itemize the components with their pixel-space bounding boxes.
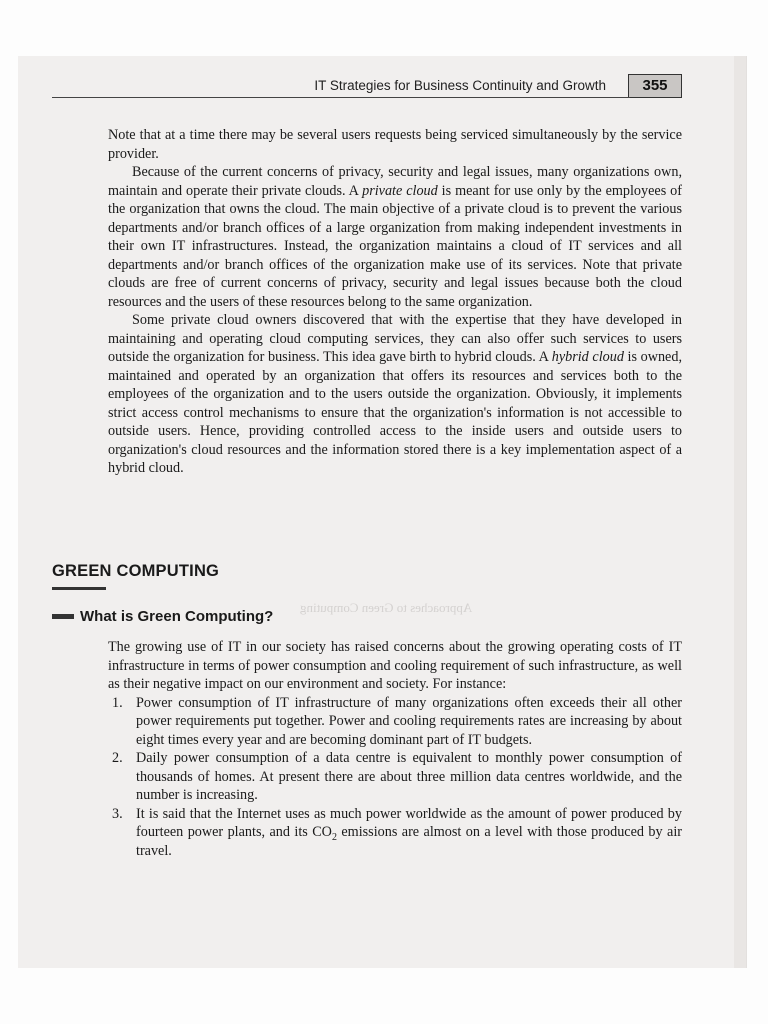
show-through-text: Approaches to Green Computing xyxy=(300,600,473,615)
list-item-number: 1. xyxy=(112,694,123,711)
section-heading-rule xyxy=(52,587,106,590)
subheading-bar-icon xyxy=(52,614,74,619)
header-rule xyxy=(52,97,630,98)
paragraph-private-cloud xyxy=(108,163,682,311)
list-item-text: Power consumption of IT infrastructure of many organizations often exceeds their all other power requirements put together. Power and cooling requirements rates are increasing by about eight times every year and are becoming dominant part of IT budgets. xyxy=(136,694,682,748)
list-item-number: 2. xyxy=(112,750,123,766)
section-heading-green-computing: GREEN COMPUTING xyxy=(52,562,220,580)
private-cloud-term: private cloud xyxy=(362,182,438,199)
private-cloud-text-b: is meant for use only by the employees of the organization that owns the cloud. The main objective of a private cloud is to prevent the various departments and/or branch offices of a large organization from making independent investments in their own IT infrastructures. Instead, the organization maintains a cloud of IT services and all departments and/or branch offices of the organization make use of its services. Note that private clouds are free of current concerns of privacy, security and legal issues because both the cloud resources and the users of these resources belong to the same organization. xyxy=(108,182,682,310)
list-item xyxy=(108,805,682,861)
hybrid-cloud-text-a: Some private cloud owners discovered that with the expertise that they have developed in maintaining and operating cloud computing services, they can also offer such services to users outside the organization for business. This idea gave birth to hybrid clouds. A xyxy=(108,312,682,365)
list-item-text: Daily power consumption of a data centre is equivalent to monthly power consumption of thousands of homes. At present there are about three million data centres worldwide, and the number is increasing. xyxy=(136,750,682,803)
concerns-list xyxy=(108,694,682,861)
list-item-text xyxy=(136,806,682,859)
co2-subscript: 2 xyxy=(331,831,337,843)
subheading-what-is-green-computing xyxy=(52,608,273,625)
paragraph-hybrid-cloud xyxy=(108,311,682,478)
running-header xyxy=(52,76,682,98)
private-cloud-text-a: Because of the current concerns of privacy, security and legal issues, many organizations own, maintain and operate their private clouds. A xyxy=(108,164,682,199)
list-item xyxy=(108,694,682,750)
hybrid-cloud-text-b: is owned, maintained and operated by an organization that offers its resources and services both to the employees of the organization and to the users outside the organization. Obviously, it implements strict access control mechanisms to ensure that the organization's information is not accessible to outside users. Hence, providing controlled access to the inside users and outside users to organization's cloud resources and the information stored there is a key implementation aspect of a hybrid cloud. xyxy=(108,349,682,476)
page-number: 355 xyxy=(628,74,682,98)
cloud-section-text xyxy=(108,126,682,478)
list-item-number: 3. xyxy=(112,805,123,822)
paragraph-service-provider: Note that at a time there may be several users requests being serviced simultaneously by the service provider. xyxy=(108,127,682,162)
list-item-text-b: emissions are almost on a level with those produced by air travel. xyxy=(136,824,682,859)
list-item-text-a: It is said that the Internet uses as much power worldwide as the amount of power produced by fourteen power plants, and its CO xyxy=(136,805,682,840)
page-edge-shadow xyxy=(734,56,746,968)
list-item xyxy=(108,749,682,805)
running-head-title: IT Strategies for Business Continuity and Growth xyxy=(314,78,606,93)
green-computing-text xyxy=(108,638,682,860)
paragraph-green-intro: The growing use of IT in our society has raised concerns about the growing operating costs of IT infrastructure in terms of power consumption and cooling requirement of such infrastructure, as well as their negative impact on our environment and society. For instance: xyxy=(108,639,682,692)
hybrid-cloud-term: hybrid cloud xyxy=(551,349,624,365)
subheading-text: What is Green Computing? xyxy=(80,608,274,625)
